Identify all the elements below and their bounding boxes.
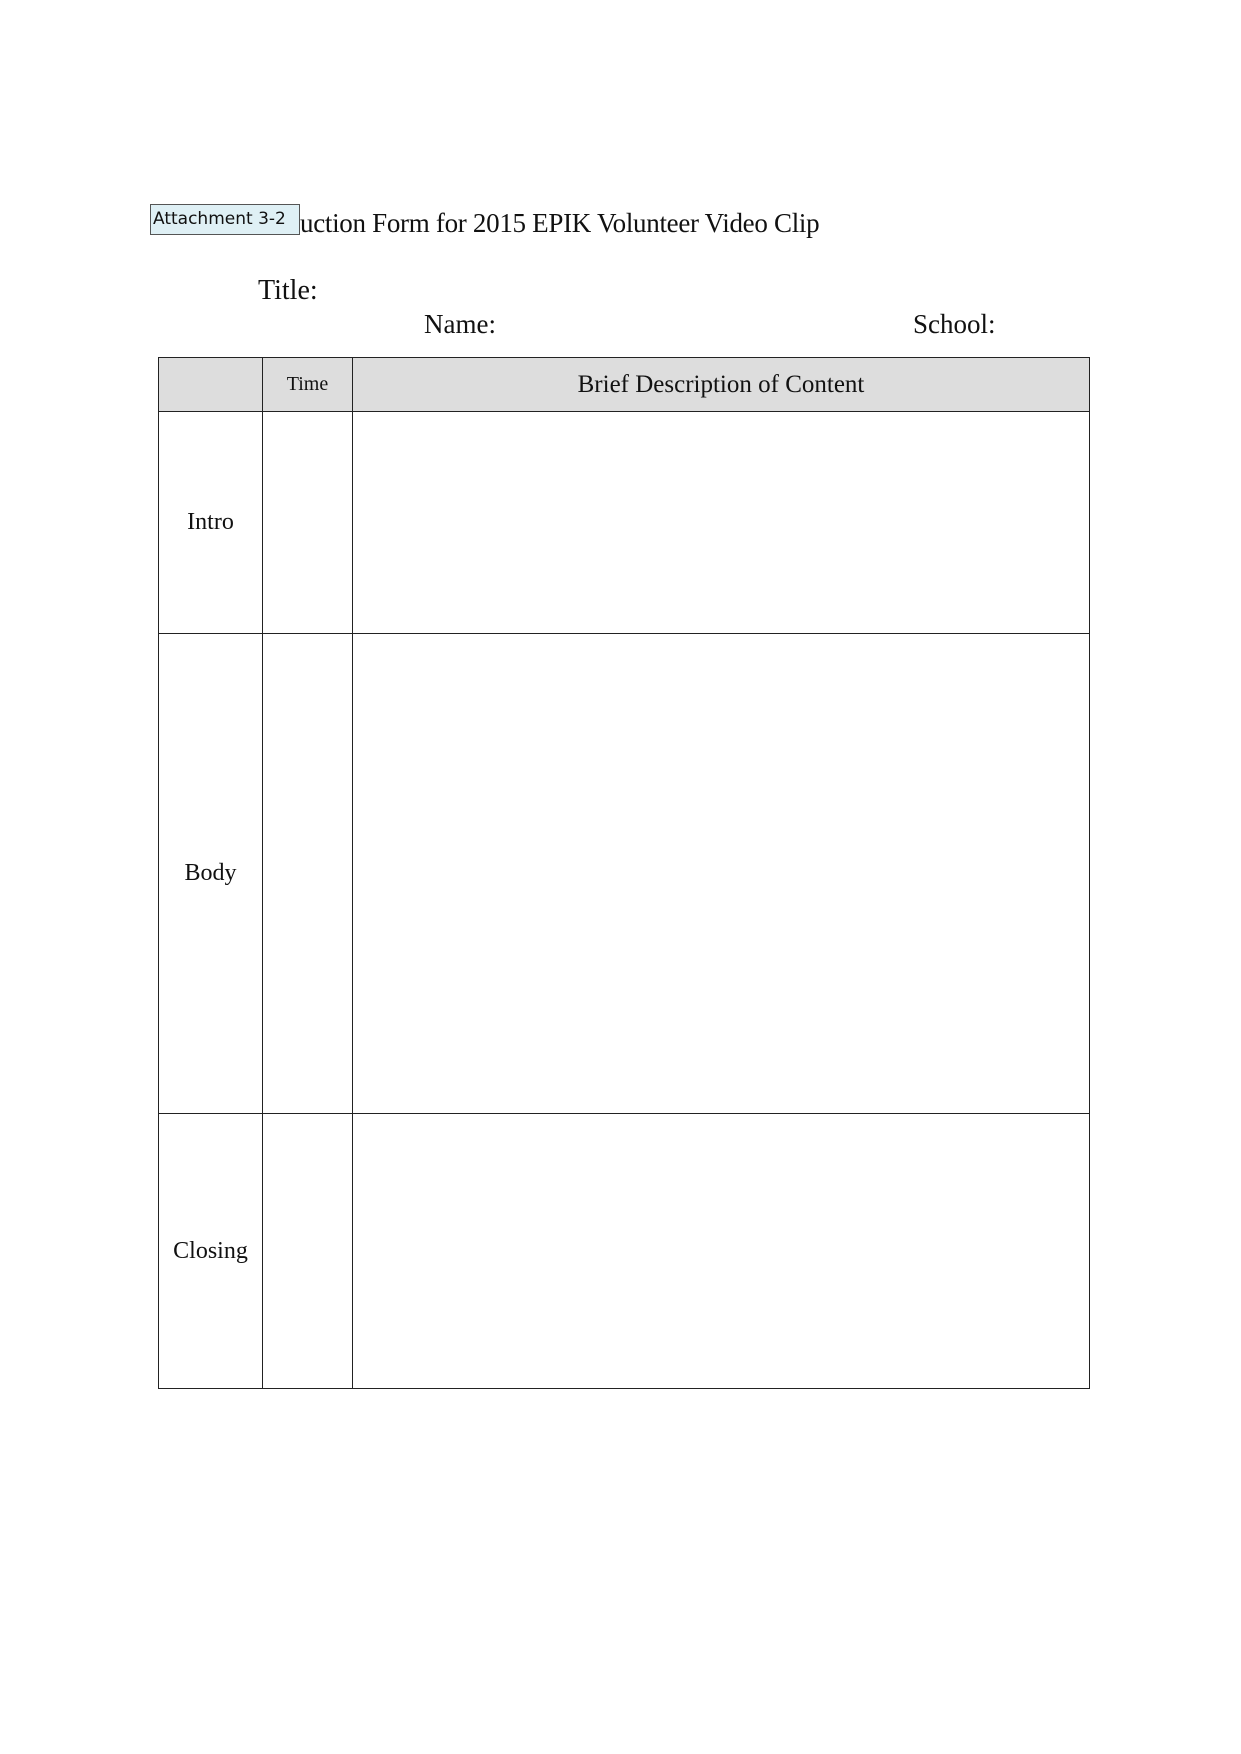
table-row-intro [159,412,1090,634]
description-cell-closing[interactable] [353,1114,1090,1389]
time-cell-body[interactable] [263,634,353,1114]
form-title: uction Form for 2015 EPIK Volunteer Video Clip [300,208,820,238]
content-table [158,357,1090,1389]
school-field-label: School: [913,309,996,339]
time-cell-intro[interactable] [263,412,353,634]
attachment-badge: Attachment 3-2 [150,204,300,235]
row-label-body: Body [159,634,263,1114]
table-row-closing [159,1114,1090,1389]
row-label-closing: Closing [159,1114,263,1389]
title-field-label: Title: [258,275,318,306]
row-label-intro: Intro [159,412,263,634]
header-description-cell: Brief Description of Content [353,358,1090,412]
table-header-row [159,358,1090,412]
header-time-cell: Time [263,358,353,412]
description-cell-intro[interactable] [353,412,1090,634]
table-row-body [159,634,1090,1114]
header-label-cell [159,358,263,412]
name-field-label: Name: [424,309,496,339]
time-cell-closing[interactable] [263,1114,353,1389]
description-cell-body[interactable] [353,634,1090,1114]
